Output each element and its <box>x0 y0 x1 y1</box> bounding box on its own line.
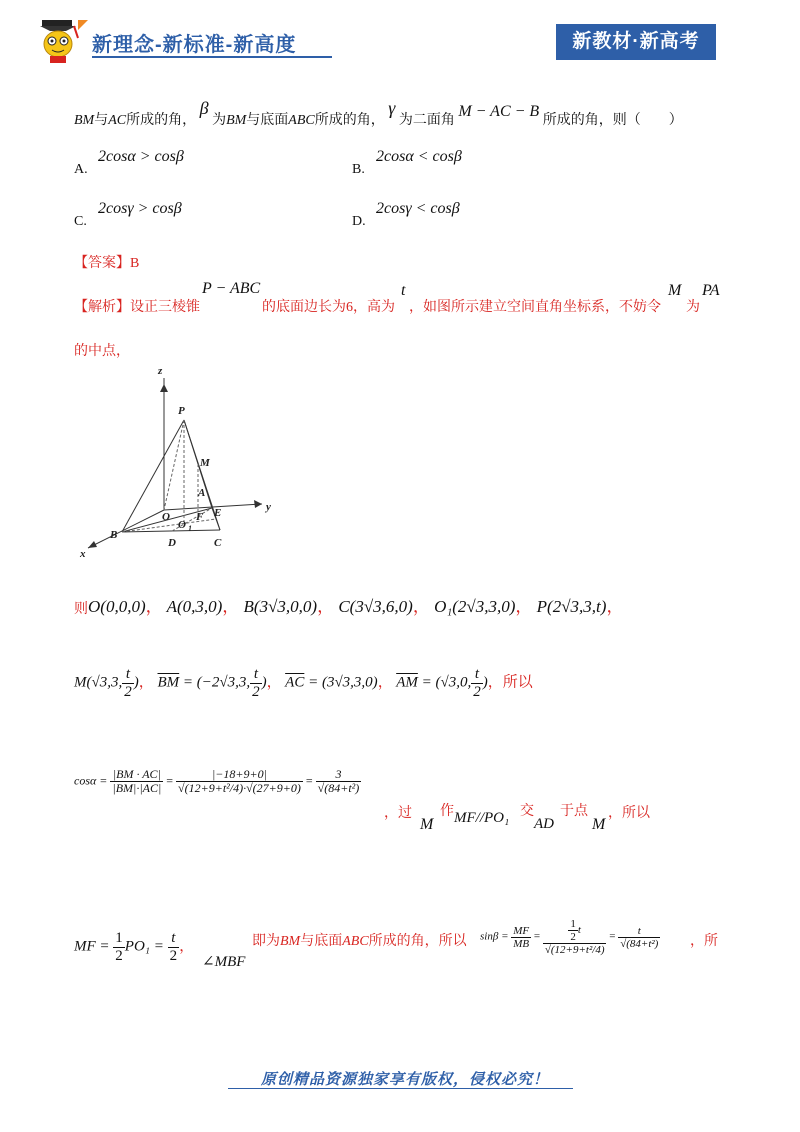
header-brand <box>36 18 336 64</box>
label-c: C <box>214 537 222 549</box>
cos-mf: MF//PO₁ <box>454 810 510 826</box>
analysis-m: M <box>668 282 682 299</box>
frac-num: |−18+9+0| <box>176 768 303 782</box>
paren: ) <box>261 674 267 691</box>
option-c[interactable] <box>74 214 87 230</box>
text-suoyi: 所以 <box>502 674 533 691</box>
option-c-expr: 2cosγ > cosβ <box>98 200 182 217</box>
eq: = <box>308 674 319 691</box>
option-label: D. <box>352 214 366 229</box>
question-stem <box>74 98 683 129</box>
cos-ad: AD <box>534 816 554 832</box>
option-b[interactable] <box>352 162 365 178</box>
mf-lhs: MF = <box>74 938 110 955</box>
x-arrow-icon <box>88 541 97 548</box>
copyright-footer: 原创精品资源独家享有版权，侵权必究！ <box>260 1071 549 1088</box>
sep: ， <box>266 674 282 691</box>
coord-b: B(3√3,0,0) <box>243 597 318 616</box>
vec-bm: (−2√3,3, <box>196 674 251 691</box>
badge-new-textbook <box>556 24 716 60</box>
sep: ， <box>377 674 393 691</box>
coords-ze: 则 <box>74 602 88 617</box>
coord-a: A(0,3,0) <box>166 597 223 616</box>
stem-text: 所成的角， <box>314 113 385 128</box>
label-f: F <box>196 511 204 523</box>
frac-den: 2 <box>115 947 123 964</box>
option-a[interactable] <box>74 162 88 178</box>
frac-num: t <box>250 666 262 684</box>
stem-text: 为 <box>212 113 227 128</box>
stem-text: 所成的角，则（ ） <box>542 113 683 128</box>
cos-after: ，过 <box>384 806 412 821</box>
label-m: M <box>200 457 210 469</box>
label-x: x <box>80 548 86 560</box>
sep: ， <box>317 597 335 616</box>
vectors-line <box>74 666 533 700</box>
frac-den: 2 <box>124 683 132 700</box>
frac-num: MF <box>513 924 530 937</box>
frac-den: MB <box>513 937 530 950</box>
paren: ) <box>482 674 488 691</box>
frac-den: √(12+9+t²/4)·√(27+9+0) <box>178 781 301 796</box>
option-label: B. <box>352 162 365 177</box>
stem-abc: ABC <box>288 113 315 128</box>
vec-am-name: $\overline{AM}$ <box>396 674 418 691</box>
text-bm: BM <box>280 934 301 949</box>
stem-bm2: BM <box>226 113 247 128</box>
cos-jiao: 交 <box>520 804 534 819</box>
mascot-logo-icon <box>36 18 88 64</box>
option-d-expr: 2cosγ < cosβ <box>376 200 460 217</box>
frac-den: 2 <box>252 683 260 700</box>
frac-num: t <box>122 666 134 684</box>
footer-underline <box>228 1088 573 1089</box>
stem-text: 为二面角 <box>398 113 455 128</box>
x-axis <box>88 510 164 548</box>
coord-o1: O₁(2√3,3,0) <box>434 597 516 616</box>
label-z: z <box>158 365 163 377</box>
badge-text: 新教材·新高考 <box>572 31 700 52</box>
frac-num: 1 <box>570 918 576 930</box>
sin-lhs: sinβ = <box>480 930 509 943</box>
stem-beta: β <box>199 98 209 118</box>
paren: ) <box>133 674 139 691</box>
stem-dihedral: M − AC − B <box>458 103 540 120</box>
frac-num: t <box>168 930 180 948</box>
answer-tag: 【答案】 <box>74 256 130 271</box>
stem-gamma: γ <box>388 98 396 118</box>
analysis-text: 的底面边长为6，高为 <box>262 300 395 315</box>
label-o1: O <box>178 519 186 531</box>
label-p: P <box>178 405 185 417</box>
analysis-tag-text: 【解析】 <box>74 300 130 315</box>
option-b-expr: 2cosα < cosβ <box>376 148 462 165</box>
analysis-t: t <box>401 282 406 299</box>
vec-bm-name: $\overline{BM}$ <box>157 674 180 691</box>
mf-text <box>252 930 467 950</box>
frac-den: 2 <box>473 683 481 700</box>
eq: = <box>182 674 194 691</box>
stem-text: 所成的角， <box>126 113 197 128</box>
coord-c: C(3√3,6,0) <box>338 597 413 616</box>
text-ji: 即为 <box>252 934 280 949</box>
coord-o: O(0,0,0) <box>88 597 146 616</box>
label-b: B <box>110 529 118 541</box>
stem-text: 与 <box>94 113 109 128</box>
frac-den: √(12+9+t²/4) <box>544 944 605 957</box>
cos-lhs: cosα = <box>74 773 108 788</box>
sep: ， <box>487 674 503 691</box>
frac-den: |BM|·|AC| <box>112 781 162 796</box>
sep: ， <box>606 597 624 616</box>
vec-ac: (3√3,3,0) <box>321 674 378 691</box>
coord-p: P(2√3,3,t) <box>536 597 607 616</box>
vec-am: (√3,0, <box>435 674 472 691</box>
y-arrow-icon <box>254 500 262 508</box>
text-yu: 与底面 <box>300 934 343 949</box>
eq: = <box>421 674 432 691</box>
point-m: M(√3,3, <box>74 674 123 691</box>
stem-bm: BM <box>74 113 95 128</box>
slogan-underline <box>92 28 332 58</box>
analysis-tag <box>74 296 200 316</box>
frac-den: 2 <box>570 931 576 944</box>
mf-end: ，所 <box>690 934 718 949</box>
frac-den: √(84+t²) <box>620 937 659 950</box>
analysis-pa: PA <box>702 282 720 299</box>
vec-ac-name: $\overline{AC}$ <box>285 674 305 691</box>
sin-num-t: t <box>577 924 581 937</box>
slogan-text: 新理念-新标准-新高度 <box>92 34 297 56</box>
option-a-expr: 2cosα > cosβ <box>98 148 184 165</box>
text-abc: ABC <box>342 934 369 949</box>
answer-value: B <box>130 256 140 271</box>
coords-line <box>88 592 623 617</box>
angle-mbf: ∠MBF <box>202 954 246 970</box>
label-a: A <box>198 487 206 499</box>
frac-num: 1 <box>115 930 123 946</box>
sep: ， <box>145 597 163 616</box>
label-e: E <box>214 507 222 519</box>
edge-po <box>164 420 184 510</box>
label-o1-sub: 1 <box>188 524 192 533</box>
sep: ， <box>412 597 430 616</box>
cos-suoyi: ，所以 <box>608 806 650 821</box>
cos-m2: M <box>592 816 606 833</box>
frac-num: 3 <box>316 768 362 782</box>
answer-line <box>74 252 139 272</box>
stem-ac: AC <box>108 113 127 128</box>
mf-formula <box>74 930 194 964</box>
label-d: D <box>168 537 176 549</box>
z-arrow-icon <box>160 384 168 392</box>
sep: ， <box>138 674 154 691</box>
edge-bc <box>122 530 220 532</box>
sep: ， <box>222 597 240 616</box>
option-label: C. <box>74 214 87 229</box>
pyramid-figure <box>74 360 294 560</box>
cos-m: M <box>420 816 434 833</box>
text-suocheng: 所成的角，所以 <box>368 934 467 949</box>
sep: ， <box>179 938 195 955</box>
frac-den: √(84+t²) <box>317 781 360 796</box>
cos-zuo: 作 <box>440 804 454 819</box>
analysis-text: 为 <box>686 300 700 315</box>
sep: ， <box>515 597 533 616</box>
analysis-pyramid: P − ABC <box>202 280 261 297</box>
mf-po1: PO₁ = <box>124 938 164 955</box>
option-label: A. <box>74 162 88 177</box>
cos-yudian: 于点 <box>560 804 588 819</box>
label-o: O <box>162 511 170 523</box>
cos-alpha-formula: cosα = $\frac{|BM \cdot AC|}{|BM|\cdot|AC|}$ = $\frac{|-18+9+0|}{\text{√(12+9+t²/4)·√(27+9+0)}}$ = $\frac{3}{\text{√(84+t²)}}$ <box>74 767 360 796</box>
stem-text: 与底面 <box>246 113 289 128</box>
option-d[interactable] <box>352 214 366 230</box>
frac-num: t <box>471 666 483 684</box>
analysis-text: ，如图所示建立空间直角坐标系，不妨令 <box>409 300 661 315</box>
sin-beta-formula: sinβ = $\frac{MF}{MB}$ = $\frac{1}{2}$ t √(12+9+t²/4) = $\frac{t}{\text{√(84+t²)}}$ <box>480 918 659 957</box>
frac-num: |BM · AC| <box>110 768 163 782</box>
frac-den: 2 <box>169 947 178 964</box>
label-y: y <box>266 501 271 513</box>
frac-num: t <box>618 925 660 938</box>
analysis-text: 设正三棱锥 <box>130 300 200 315</box>
analysis-text: 的中点， <box>74 344 130 359</box>
